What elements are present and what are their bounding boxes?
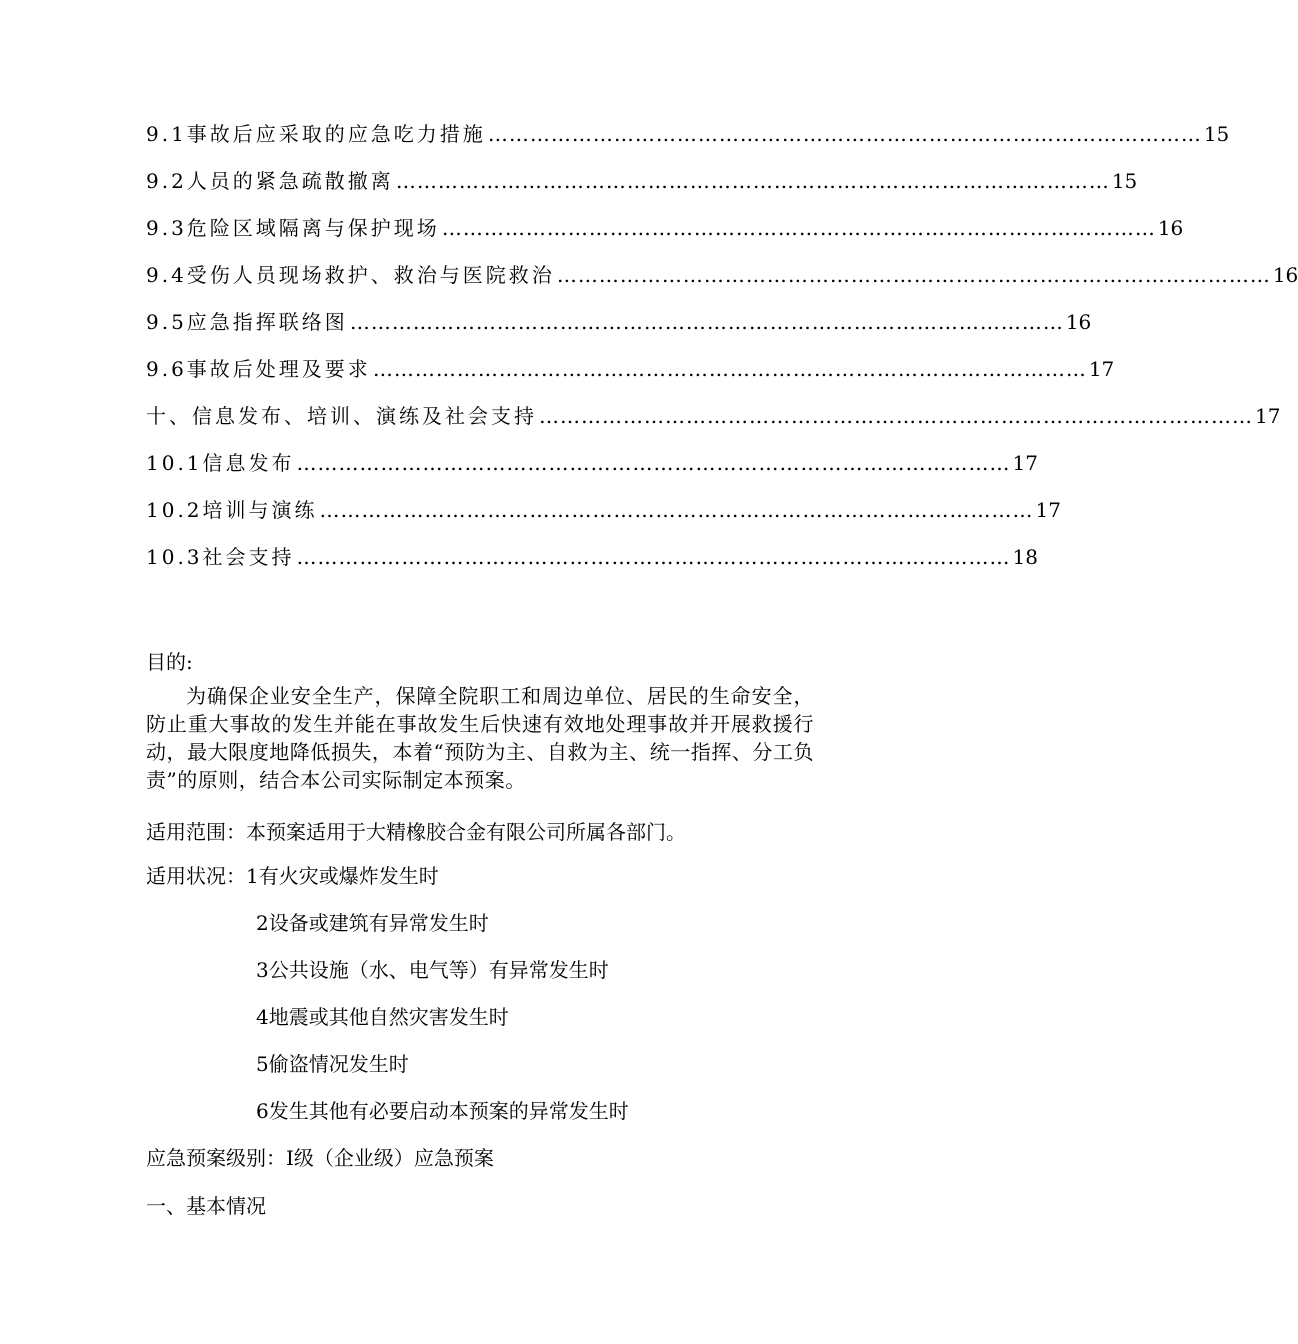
toc-page-number: 15 [1111,169,1138,193]
toc-dot-leader: ………………………………………………………………………………………… [487,122,1202,146]
toc-page-number: 15 [1203,122,1230,146]
applicable-status-row [146,860,814,889]
toc-entry-title: 9.6事故后处理及要求 [146,357,371,381]
status-item: 6发生其他有必要启动本预案的异常发生时 [256,1099,629,1123]
status-item: 3公共设施（水、电气等）有异常发生时 [256,958,609,982]
status-item: 5偷盗情况发生时 [256,1052,409,1076]
toc-page-number: 17 [1012,451,1038,475]
toc-entry-title: 9.2人员的紧急疏散撤离 [146,169,394,193]
toc-dot-leader: ………………………………………………………………………………………… [556,263,1271,287]
emergency-level: 应急预案级别：Ⅰ级（企业级）应急预案 [146,1146,494,1170]
toc-page-number: 17 [1088,357,1115,381]
toc-entry[interactable] [146,400,1281,447]
toc-entry-title: 10.2培训与演练 [146,498,318,522]
purpose-paragraph: 为确保企业安全生产，保障全院职工和周边单位、居民的生命安全，防止重大事故的发生并能在事故发生后快速有效地处理事故并开展救援行动，最大限度地降低损失，本着“预防为主、自救为主、统一指挥、分工负责”的原则，结合本公司实际制定本预案。 [146,684,814,792]
toc-dot-leader: ………………………………………………………………………………………… [296,545,1011,569]
toc-dot-leader: ………………………………………………………………………………………… [319,498,1034,522]
toc-page-number: 16 [1065,310,1092,334]
toc-dot-leader: ………………………………………………………………………………………… [372,357,1087,381]
toc-dot-leader: ………………………………………………………………………………………… [349,310,1064,334]
toc-entry[interactable] [146,541,1038,588]
toc-entry-title: 9.4受伤人员现场救护、救治与医院救治 [146,263,555,287]
toc-entry-title: 10.3社会支持 [146,545,295,569]
applicable-status-label: 适用状况： [146,864,246,888]
toc-page-number: 16 [1157,216,1184,240]
toc-entry-title: 9.3危险区域隔离与保护现场 [146,216,440,240]
toc-page-number: 18 [1012,545,1038,569]
toc-entry[interactable] [146,353,1115,400]
toc-dot-leader: ………………………………………………………………………………………… [539,404,1253,428]
toc-dot-leader: ………………………………………………………………………………………… [296,451,1011,475]
toc-dot-leader: ………………………………………………………………………………………… [441,216,1156,240]
purpose-label: 目的: [146,650,193,674]
toc-page-number: 17 [1255,404,1281,428]
status-item: 1有火灾或爆炸发生时 [246,864,439,888]
toc-entry-title: 9.5应急指挥联络图 [146,310,348,334]
toc-entry[interactable] [146,212,1184,259]
toc-entry[interactable] [146,447,1038,494]
toc-entry-title: 十、信息发布、培训、演练及社会支持 [146,404,537,428]
toc-entry[interactable] [146,165,1138,212]
scope-statement: 适用范围：本预案适用于大精橡胶合金有限公司所属各部门。 [146,820,686,844]
table-of-contents [146,118,1298,588]
toc-entry-title: 10.1信息发布 [146,451,295,475]
status-item: 4地震或其他自然灾害发生时 [256,1005,509,1029]
section-heading: 一、基本情况 [146,1194,266,1218]
toc-page-number: 17 [1035,498,1061,522]
toc-dot-leader: ………………………………………………………………………………………… [395,169,1110,193]
status-item: 2设备或建筑有异常发生时 [256,911,489,935]
toc-entry[interactable] [146,259,1298,306]
toc-entry[interactable] [146,118,1230,165]
toc-entry-title: 9.1事故后应采取的应急吃力措施 [146,122,486,146]
toc-entry[interactable] [146,494,1061,541]
toc-entry[interactable] [146,306,1092,353]
toc-page-number: 16 [1272,263,1298,287]
